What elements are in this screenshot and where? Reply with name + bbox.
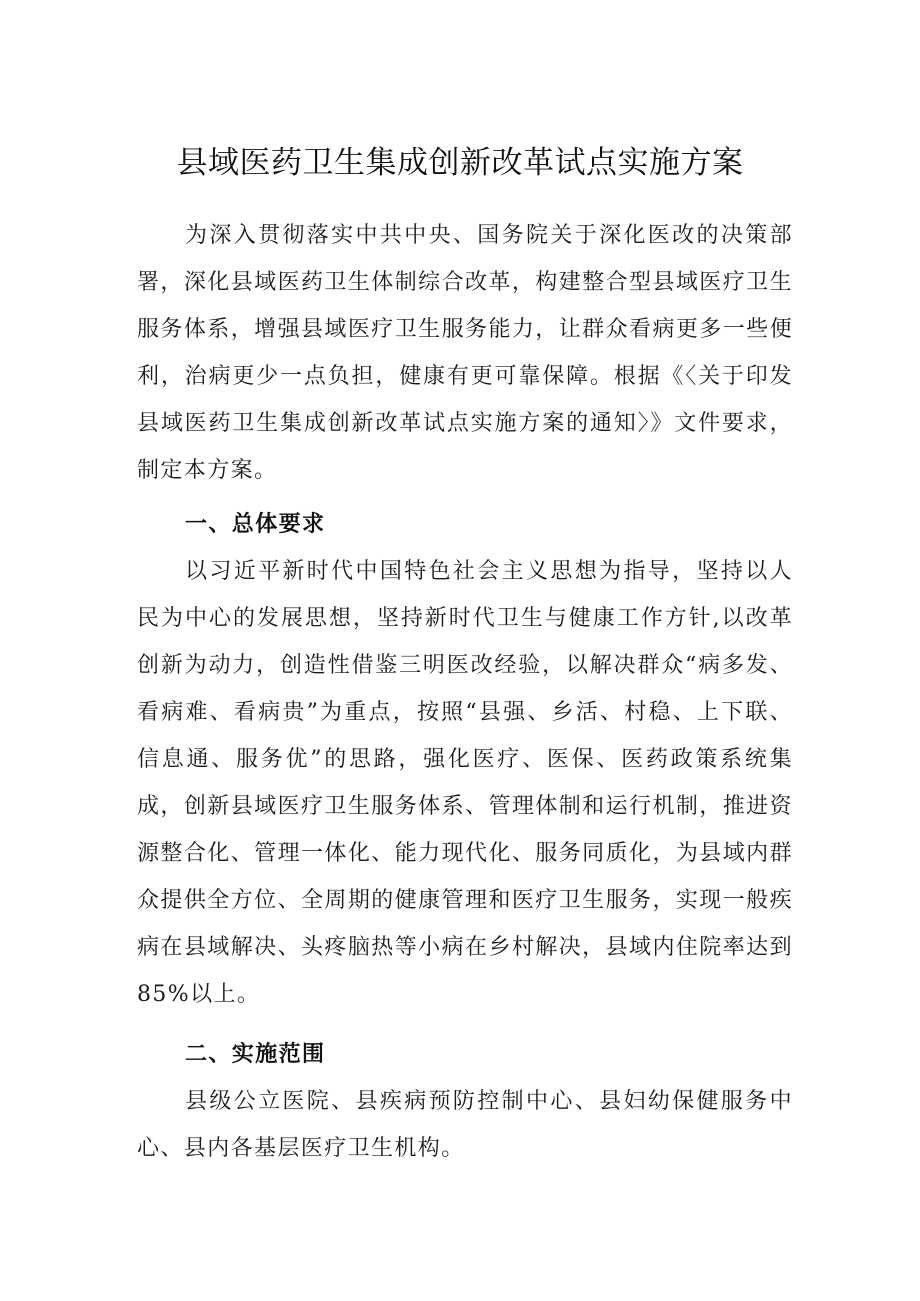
document-title: 县域医药卫生集成创新改革试点实施方案 — [176, 145, 744, 181]
section-paragraph-general-requirements: 以习近平新时代中国特色社会主义思想为指导，坚持以人民为中心的发展思想，坚持新时代卫生与健康工作方针,以改革创新为动力，创造性借鉴三明医改经验，以解决群众“病多发、看病难、看病贵”为重点，按照“县强、乡活、村稳、上下联、信息通、服务优”的思路，强化医疗、医保、医药政策系统集成，创新县域医疗卫生服务体系、管理体制和运行机制，推进资源整合化、管理一体化、能力现代化、服务同质化，为县域内群众提供全方位、全周期的健康管理和医疗卫生服务，实现一般疾病在县域解决、头疼脑热等小病在乡村解决，县域内住院率达到85%以上。 — [137, 559, 793, 1007]
section-heading-implementation-scope: 二、实施范围 — [185, 1042, 326, 1067]
section-paragraph-implementation-scope: 县级公立医院、县疾病预防控制中心、县妇幼保健服务中心、县内各基层医疗卫生机构。 — [137, 1089, 793, 1161]
intro-paragraph: 为深入贯彻落实中共中央、国务院关于深化医改的决策部署，深化县域医药卫生体制综合改革，构建整合型县域医疗卫生服务体系，增强县域医疗卫生服务能力，让群众看病更多一些便利，治病更少一点负担，健康有更可靠保障。根据《〈关于印发县域医药卫生集成创新改革试点实施方案的通知〉》文件要求，制定本方案。 — [137, 223, 793, 483]
section-heading-general-requirements: 一、总体要求 — [185, 512, 326, 537]
